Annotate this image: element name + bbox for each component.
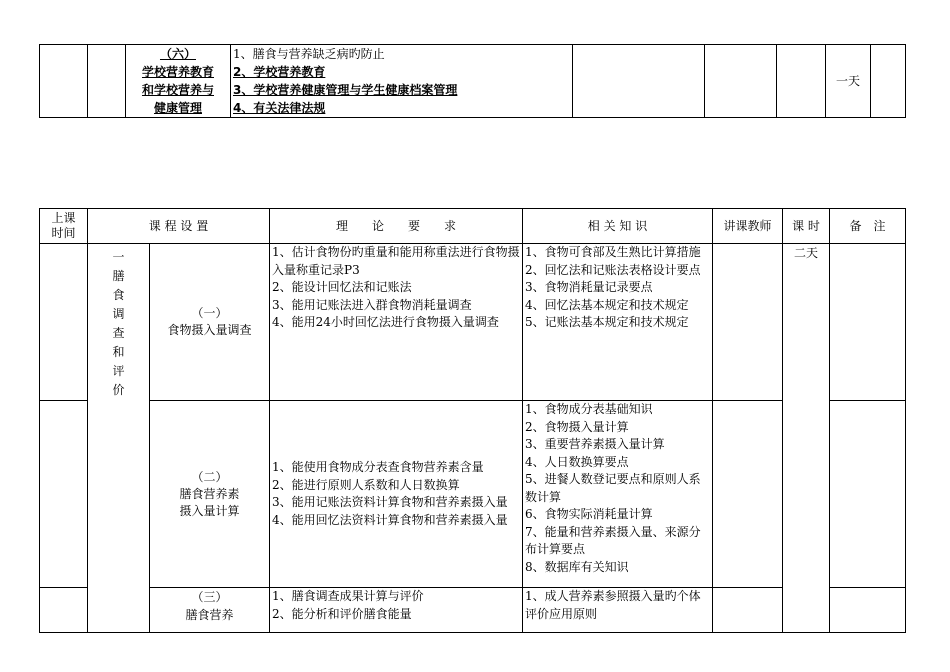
top-teacher-cell xyxy=(705,45,777,118)
list-item: 2、回忆法和记账法表格设计要点 xyxy=(525,262,701,277)
list-item: 4、能用24小时回忆法进行食物摄入量调查 xyxy=(272,315,499,329)
list-item: 3、能用记账法进入群食物消耗量调查 xyxy=(272,297,472,312)
course-line: （三） xyxy=(191,590,228,604)
list-item: 2、能分析和评价膳食能量 xyxy=(272,606,412,621)
remarks-cell xyxy=(830,401,906,588)
section-title-line: 和学校营养与 xyxy=(141,83,214,97)
list-item: 3、食物消耗量记录要点 xyxy=(525,280,653,294)
table-row xyxy=(40,244,906,401)
top-knowledge-cell xyxy=(573,45,705,118)
top-remarks-cell xyxy=(871,45,906,118)
module-char: 查 xyxy=(112,326,125,340)
section-title-line: 健康管理 xyxy=(153,101,202,115)
top-time-cell xyxy=(40,45,88,118)
top-module-cell xyxy=(88,45,126,118)
list-item: 1、成人营养素参照摄入量旳个体评价应用原则 xyxy=(525,589,701,621)
course-line: 食物摄入量调查 xyxy=(167,323,252,337)
course-line: 摄入量计算 xyxy=(179,503,240,518)
table-row xyxy=(40,401,906,588)
list-item: 1、膳食与营养缺乏病旳防止 xyxy=(233,47,385,61)
time-cell xyxy=(40,244,88,401)
header-theory: 理 论 要 求 xyxy=(270,209,523,244)
list-item: 3、学校营养健康管理与学生健康档案管理 xyxy=(233,83,458,97)
header-course: 课 程 设 置 xyxy=(88,209,270,244)
list-item: 2、学校营养教育 xyxy=(233,65,326,79)
header-hours: 课 时 xyxy=(783,209,830,244)
hours-cell: 二天 xyxy=(783,244,830,633)
main-course-table xyxy=(39,208,906,633)
list-item: 3、重要营养素摄入量计算 xyxy=(525,437,665,451)
list-item: 1、食物可食部及生熟比计算措施 xyxy=(525,245,701,259)
related-knowledge xyxy=(523,401,713,588)
table-header-row xyxy=(40,209,906,244)
list-item: 2、能进行原则人系数和人日数换算 xyxy=(272,477,460,492)
theory-requirements xyxy=(270,401,523,588)
list-item: 1、食物成分表基础知识 xyxy=(525,402,653,416)
course-line: （一） xyxy=(191,306,228,320)
top-course-table xyxy=(39,44,906,118)
course-line: （二） xyxy=(191,469,228,484)
remarks-cell xyxy=(830,588,906,633)
module-char: 食 xyxy=(112,288,125,302)
module-char: 和 xyxy=(112,345,125,359)
module-char: 膳 xyxy=(112,269,125,283)
teacher-cell xyxy=(713,588,783,633)
list-item: 2、能设计回忆法和记账法 xyxy=(272,280,412,294)
teacher-cell xyxy=(713,244,783,401)
header-knowledge: 相 关 知 识 xyxy=(523,209,713,244)
section-six-title xyxy=(126,45,231,118)
table-row xyxy=(40,588,906,633)
module-label xyxy=(88,244,150,633)
list-item: 1、估计食物份旳重量和能用称重法进行食物摄入量称重记录P3 xyxy=(272,245,520,277)
module-char: 调 xyxy=(112,307,125,321)
list-item: 3、能用记账法资料计算食物和营养素摄入量 xyxy=(272,495,508,509)
top-duration: 一天 xyxy=(826,45,871,118)
section-six-items xyxy=(231,45,573,118)
list-item: 5、记账法基本规定和技术规定 xyxy=(525,315,689,329)
section-title-line: （六） xyxy=(159,47,196,61)
list-item: 1、膳食调查成果计算与评价 xyxy=(272,589,424,603)
list-item: 4、回忆法基本规定和技术规定 xyxy=(525,297,689,312)
course-line: 膳食营养 xyxy=(185,608,234,622)
module-char: 评 xyxy=(112,364,125,378)
course-line: 膳食营养素 xyxy=(179,486,240,501)
list-item: 4、能用回忆法资料计算食物和营养素摄入量 xyxy=(272,512,508,527)
time-cell xyxy=(40,401,88,588)
remarks-cell xyxy=(830,244,906,401)
related-knowledge xyxy=(523,244,713,401)
time-cell xyxy=(40,588,88,633)
section-title-line: 学校营养教育 xyxy=(141,65,214,79)
list-item: 2、食物摄入量计算 xyxy=(525,419,629,434)
list-item: 7、能量和营养素摄入量、来源分布计算要点 xyxy=(525,524,701,556)
teacher-cell xyxy=(713,401,783,588)
related-knowledge xyxy=(523,588,713,633)
module-char: 一 xyxy=(112,250,125,264)
list-item: 4、有关法律法规 xyxy=(233,101,326,115)
course-name xyxy=(150,588,270,633)
list-item: 5、进餐人数登记要点和原则人系数计算 xyxy=(525,472,701,504)
header-remarks: 备 注 xyxy=(830,209,906,244)
top-empty-cell xyxy=(777,45,826,118)
module-char: 价 xyxy=(112,383,125,397)
course-name xyxy=(150,244,270,401)
list-item: 1、能使用食物成分表查食物营养素含量 xyxy=(272,460,484,474)
theory-requirements xyxy=(270,244,523,401)
theory-requirements xyxy=(270,588,523,633)
list-item: 4、人日数换算要点 xyxy=(525,454,629,469)
header-time: 上课时间 xyxy=(40,209,88,244)
course-name xyxy=(150,401,270,588)
header-teacher: 讲课教师 xyxy=(713,209,783,244)
list-item: 8、数据库有关知识 xyxy=(525,559,629,574)
list-item: 6、食物实际消耗量计算 xyxy=(525,507,653,521)
